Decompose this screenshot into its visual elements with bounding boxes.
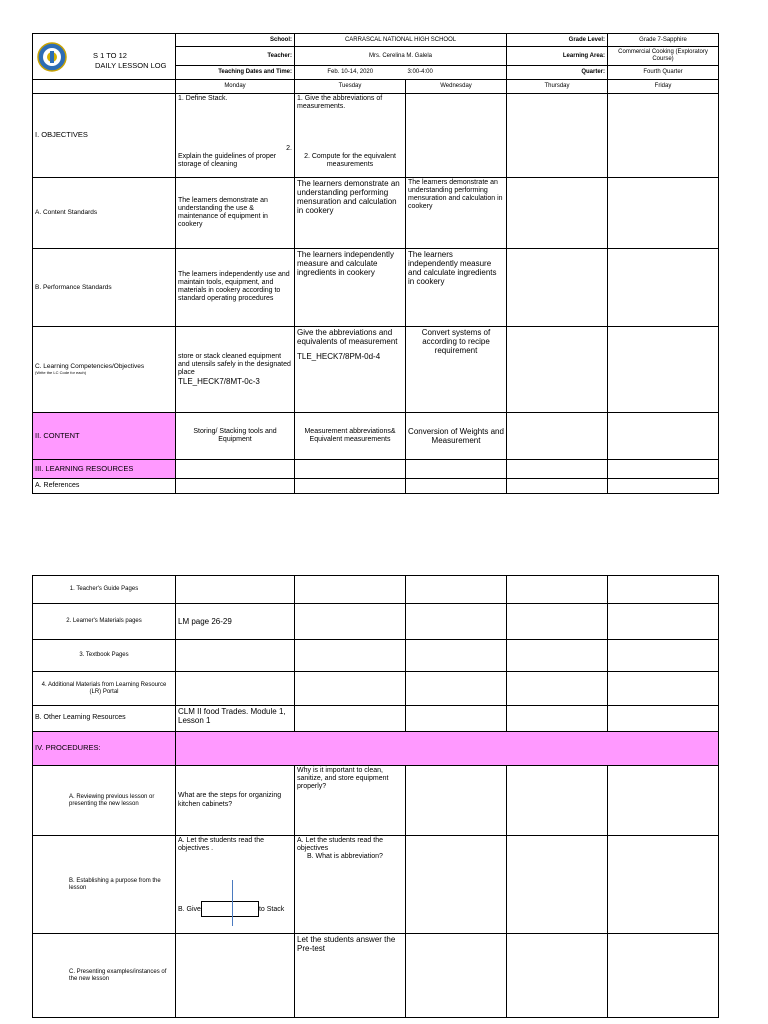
objectives-label: I. OBJECTIVES bbox=[33, 93, 176, 177]
establishing-label: B. Establishing a purpose from the lesson bbox=[33, 836, 176, 934]
reviewing-label: A. Reviewing previous lesson or presenting the new lesson bbox=[33, 766, 176, 836]
performance-standards-label: B. Performance Standards bbox=[33, 248, 176, 326]
references-thursday bbox=[507, 478, 608, 493]
teachers-guide-label: 1. Teacher's Guide Pages bbox=[33, 576, 176, 604]
grade-label: Grade Level: bbox=[507, 34, 608, 47]
content-wednesday: Conversion of Weights and Measurement bbox=[406, 412, 507, 460]
competencies-tuesday-code: TLE_HECK7/8PM-0d-4 bbox=[297, 352, 381, 362]
competencies-friday bbox=[608, 326, 719, 412]
competencies-tuesday bbox=[295, 326, 406, 412]
establishing-monday-2b: to Stack bbox=[258, 905, 285, 913]
content-monday: Storing/ Stacking tools and Equipment bbox=[176, 412, 295, 460]
performance-standards-thursday bbox=[507, 248, 608, 326]
procedures-band bbox=[176, 732, 719, 766]
answer-field[interactable] bbox=[201, 901, 259, 917]
references-monday bbox=[176, 478, 295, 493]
content-standards-monday: The learners demonstrate an understanding the use & maintenance of equipment in cookery bbox=[176, 177, 295, 248]
resources-tuesday bbox=[295, 460, 406, 478]
references-tuesday bbox=[295, 478, 406, 493]
area-label: Learning Area: bbox=[507, 47, 608, 66]
page-title: DAILY LESSON LOG bbox=[95, 61, 167, 70]
performance-standards-friday bbox=[608, 248, 719, 326]
logo-text: S 1 TO 12 bbox=[93, 51, 127, 60]
establishing-monday bbox=[176, 836, 295, 934]
day-header-empty bbox=[33, 79, 176, 93]
teacher-value: Mrs. Cerelina M. Galela bbox=[295, 47, 507, 66]
presenting-label: C. Presenting examples/instances of the new lesson bbox=[33, 934, 176, 1018]
establishing-monday-2 bbox=[178, 901, 292, 917]
grade-value: Grade 7-Sapphire bbox=[608, 34, 719, 47]
school-label: School: bbox=[176, 34, 295, 47]
content-standards-tuesday: The learners demonstrate an understanding performing mensuration and calculation in cookery bbox=[295, 177, 406, 248]
quarter-label: Quarter: bbox=[507, 66, 608, 79]
deped-logo-icon bbox=[37, 42, 67, 72]
learning-resources-label: III. LEARNING RESOURCES bbox=[33, 460, 176, 478]
resources-monday bbox=[176, 460, 295, 478]
content-tuesday: Measurement abbreviations& Equivalent measurements bbox=[295, 412, 406, 460]
reviewing-monday: What are the steps for organizing kitchen cabinets? bbox=[176, 766, 295, 836]
quarter-value: Fourth Quarter bbox=[608, 66, 719, 79]
competencies-monday-text: store or stack cleaned equipment and utensils safely in the designated place bbox=[178, 352, 291, 376]
other-resources-monday: CLM II food Trades. Module 1, Lesson 1 bbox=[176, 706, 295, 732]
objective-tuesday-1: 1. Give the abbreviations of measurements. bbox=[297, 94, 383, 110]
establishing-monday-2a: B. Give bbox=[178, 905, 201, 913]
objectives-wednesday bbox=[406, 93, 507, 177]
learners-materials-label: 2. Learner's Materials pages bbox=[33, 604, 176, 640]
establishing-tuesday-1: A. Let the students read the objectives bbox=[297, 837, 384, 853]
content-standards-thursday bbox=[507, 177, 608, 248]
area-value: Commercial Cooking (Exploratory Course) bbox=[608, 47, 719, 66]
resources-wednesday bbox=[406, 460, 507, 478]
references-friday bbox=[608, 478, 719, 493]
presenting-tuesday: Let the students answer the Pre-test bbox=[295, 934, 406, 1018]
content-standards-friday bbox=[608, 177, 719, 248]
performance-standards-monday: The learners independently use and maintain tools, equipment, and materials in cookery according to standard operating procedures bbox=[176, 248, 295, 326]
competencies-thursday bbox=[507, 326, 608, 412]
content-standards-label: A. Content Standards bbox=[33, 177, 176, 248]
competencies-label-cell bbox=[33, 326, 176, 412]
additional-materials-label: 4. Additional Materials from Learning Resource (LR) Portal bbox=[33, 672, 176, 706]
resources-thursday bbox=[507, 460, 608, 478]
performance-standards-tuesday: The learners independently measure and calculate ingredients in cookery bbox=[295, 248, 406, 326]
time-label: Teaching Dates and Time: bbox=[176, 66, 295, 79]
objectives-tuesday bbox=[295, 93, 406, 177]
objectives-thursday bbox=[507, 93, 608, 177]
objectives-friday bbox=[608, 93, 719, 177]
competencies-sublabel: (Write the LC Code for each) bbox=[35, 369, 87, 375]
competencies-label: C. Learning Competencies/Objectives bbox=[35, 363, 145, 371]
text-cursor-line bbox=[232, 880, 233, 926]
performance-standards-wednesday: The learners independently measure and calculate ingredients in cookery bbox=[406, 248, 507, 326]
establishing-tuesday-2: B. What is abbreviation? bbox=[307, 853, 383, 861]
time-value: 3:00-4:00 bbox=[406, 66, 507, 79]
reviewing-tuesday: Why is it important to clean, sanitize, and store equipment properly? bbox=[295, 766, 406, 836]
resources-friday bbox=[608, 460, 719, 478]
references-wednesday bbox=[406, 478, 507, 493]
learners-materials-monday: LM page 26-29 bbox=[176, 604, 295, 640]
content-friday bbox=[608, 412, 719, 460]
objective-monday-1: 1. Define Stack. bbox=[178, 94, 228, 102]
other-resources-label: B. Other Learning Resources bbox=[33, 706, 176, 732]
header-logo-cell bbox=[33, 34, 176, 80]
objective-monday-2: Explain the guidelines of proper storage of cleaning bbox=[178, 152, 277, 168]
day-monday: Monday bbox=[176, 79, 295, 93]
textbook-label: 3. Textbook Pages bbox=[33, 640, 176, 672]
teacher-label: Teacher: bbox=[176, 47, 295, 66]
lesson-log-table-bottom bbox=[32, 575, 719, 1018]
day-tuesday: Tuesday bbox=[295, 79, 406, 93]
content-standards-wednesday: The learners demonstrate an understanding performing mensuration and calculation in cookery bbox=[406, 177, 507, 248]
objective-tuesday-2: 2. Compute for the equivalent measurements bbox=[304, 152, 396, 168]
lesson-log-table-top bbox=[32, 33, 719, 494]
school-value: CARRASCAL NATIONAL HIGH SCHOOL bbox=[295, 34, 507, 47]
objectives-monday bbox=[176, 93, 295, 177]
day-friday: Friday bbox=[608, 79, 719, 93]
dates-value: Feb. 10-14, 2020 bbox=[295, 66, 406, 79]
competencies-wednesday: Convert systems of according to recipe requirement bbox=[406, 326, 507, 412]
content-thursday bbox=[507, 412, 608, 460]
establishing-monday-1: A. Let the students read the objectives . bbox=[178, 837, 265, 853]
day-wednesday: Wednesday bbox=[406, 79, 507, 93]
day-thursday: Thursday bbox=[507, 79, 608, 93]
competencies-monday-code: TLE_HECK7/8MT-0c-3 bbox=[178, 376, 260, 386]
procedures-label: IV. PROCEDURES: bbox=[33, 732, 176, 766]
references-label: A. References bbox=[33, 478, 176, 493]
establishing-tuesday bbox=[295, 836, 406, 934]
competencies-tuesday-text: Give the abbreviations and equivalents of measurement bbox=[297, 327, 398, 346]
competencies-monday bbox=[176, 326, 295, 412]
objective-monday-2-number: 2. bbox=[286, 144, 292, 152]
content-label: II. CONTENT bbox=[33, 412, 176, 460]
